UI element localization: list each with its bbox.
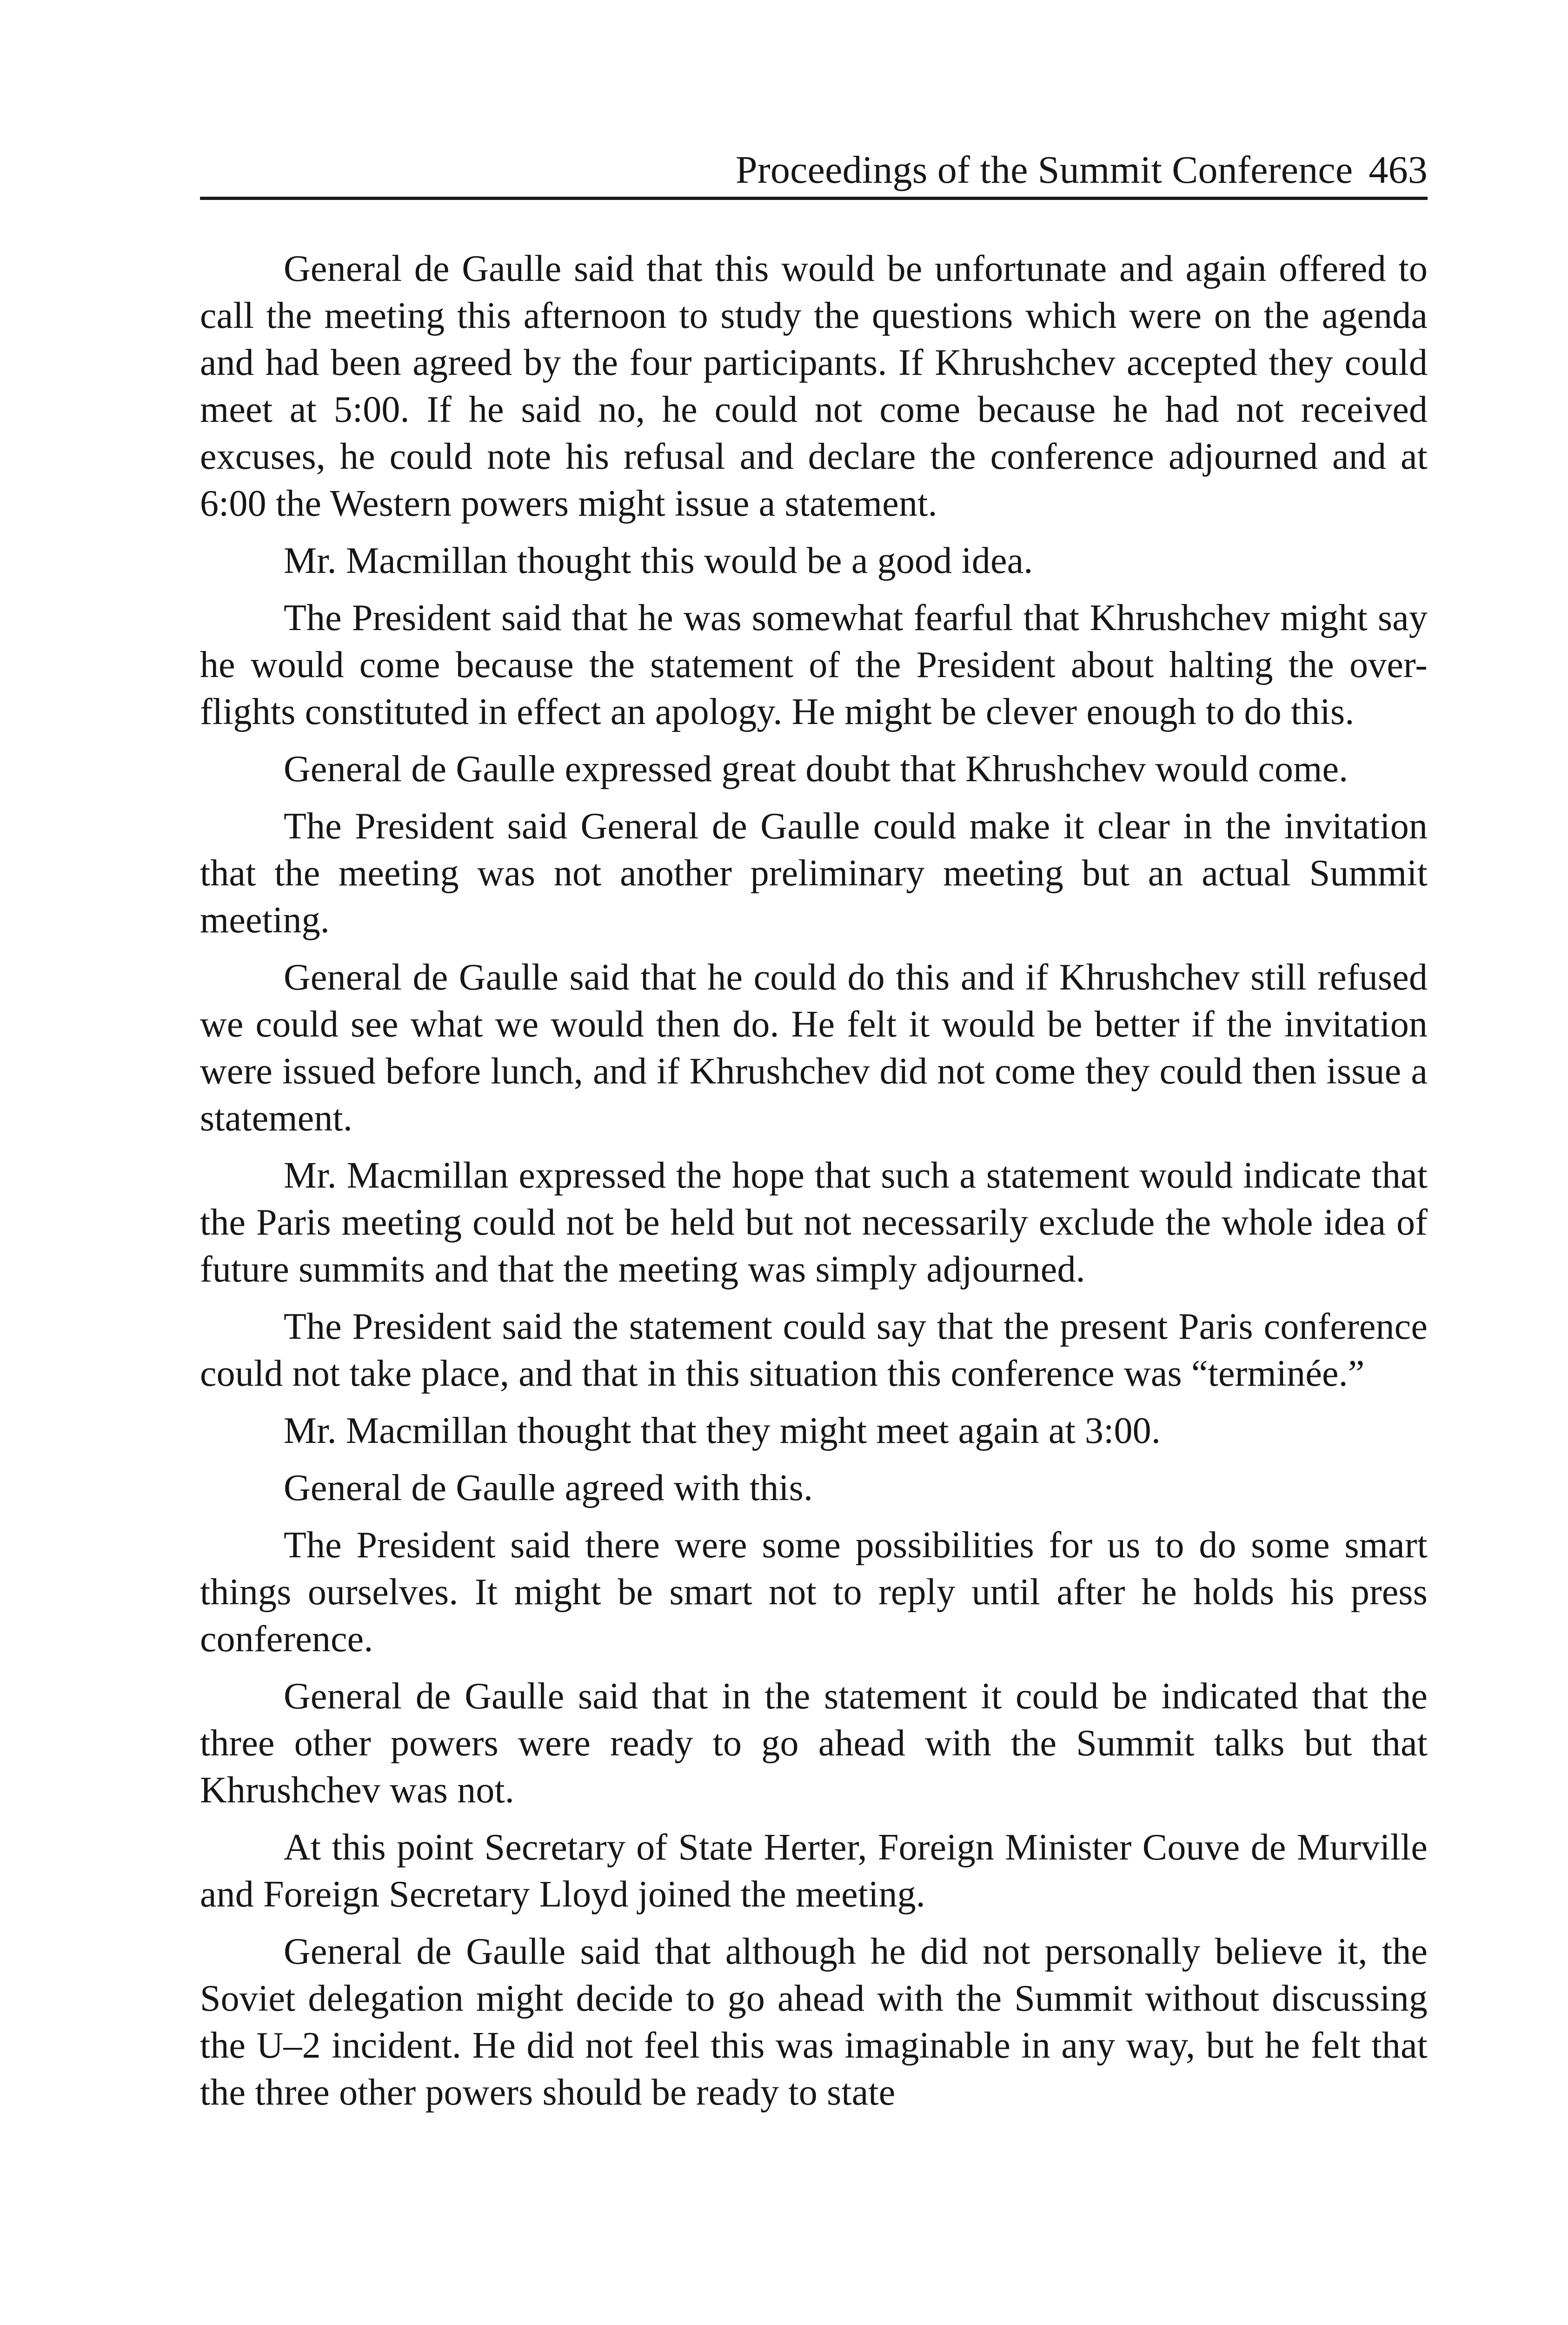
- page-header: [200, 148, 1428, 200]
- paragraph-1: General de Gaulle said that this would be unfortunate and again offered to call the meeting this afternoon to study the questions which were on the agenda and had been agreed by the four participants. If Khrushchev accepted they could meet at 5:00. If he said no, he could not come because he had not received excuses, he could note his refusal and declare the conference adjourned and at 6:00 the Western powers might issue a statement.: [200, 248, 1428, 524]
- running-title: Proceedings of the Summit Conference: [735, 148, 1353, 192]
- paragraph-9: Mr. Macmillan thought that they might meet again at 3:00.: [284, 1410, 1161, 1451]
- paragraph-3: The President said that he was somewhat fearful that Khrushchev might say he would come because the statement of the President about halting the over-flights constituted in effect an apology. He might be clever enough to do this.: [200, 598, 1428, 732]
- header-rule: [200, 197, 1428, 200]
- paragraph-13: At this point Secretary of State Herter, Foreign Minister Couve de Murville and Foreign Secretary Lloyd joined the meeting.: [200, 1827, 1428, 1915]
- paragraph-2: Mr. Macmillan thought this would be a good idea.: [284, 540, 1033, 581]
- paragraph-10: General de Gaulle agreed with this.: [284, 1468, 813, 1508]
- running-head: [735, 148, 1428, 192]
- page-number: 463: [1369, 148, 1428, 192]
- paragraph-11: The President said there were some possibilities for us to do some smart things ourselves. It might be smart not to reply until after he holds his press conference.: [200, 1525, 1428, 1660]
- paragraph-7: Mr. Macmillan expressed the hope that such a statement would indicate that the Paris meeting could not be held but not necessarily exclude the whole idea of future summits and that the meeting was simply adjourned.: [200, 1155, 1428, 1290]
- paragraph-14: General de Gaulle said that although he did not personally believe it, the Soviet delegation might decide to go ahead with the Summit without discussing the U–2 incident. He did not feel this was imaginable in any way, but he felt that the three other powers should be ready to state: [200, 1931, 1428, 2113]
- paragraph-5: The President said General de Gaulle could make it clear in the invitation that the meeting was not another preliminary meeting but an actual Summit meeting.: [200, 806, 1428, 941]
- paragraph-4: General de Gaulle expressed great doubt that Khrushchev would come.: [284, 749, 1349, 790]
- paragraph-6: General de Gaulle said that he could do this and if Khrushchev still refused we could see what we would then do. He felt it would be better if the invitation were issued before lunch, and if Khrushchev did not come they could then issue a statement.: [200, 957, 1428, 1139]
- paragraph-12: General de Gaulle said that in the statement it could be indicated that the three other powers were ready to go ahead with the Summit talks but that Khrushchev was not.: [200, 1676, 1428, 1811]
- body-text: [200, 246, 1428, 2116]
- paragraph-8: The President said the statement could say that the present Paris conference could not take place, and that in this situation this conference was “terminée.”: [200, 1306, 1428, 1394]
